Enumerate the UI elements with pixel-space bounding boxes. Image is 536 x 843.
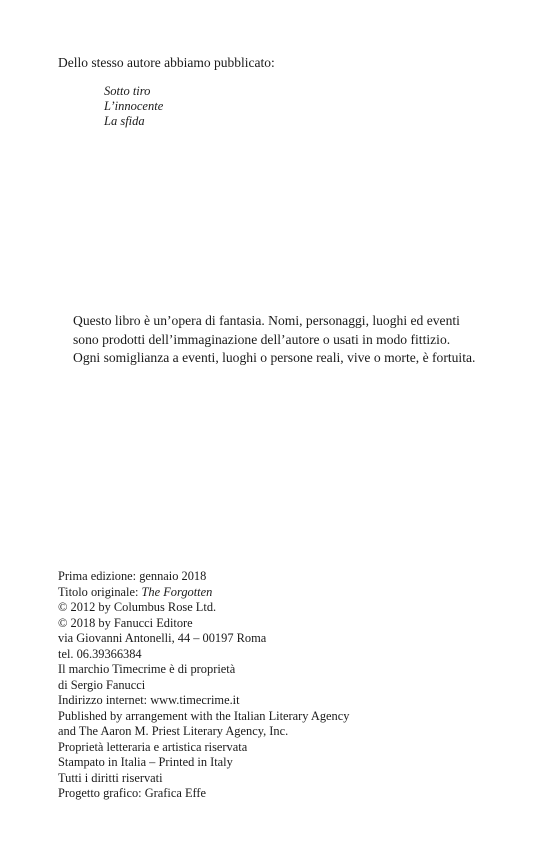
printed-line: Stampato in Italia – Printed in Italy: [58, 755, 233, 769]
disclaimer-line: Ogni somiglianza a eventi, luoghi o persone reali, vive o morte, è fortuita.: [73, 350, 476, 365]
disclaimer-line: sono prodotti dell’immaginazione dell’autore o usati in modo fittizio.: [73, 331, 451, 347]
first-edition: Prima edizione: gennaio 2018: [58, 569, 207, 583]
arrangement-line: and The Aaron M. Priest Literary Agency, Inc.: [58, 724, 289, 738]
all-rights-line: Tutti i diritti riservati: [58, 770, 163, 785]
disclaimer-line: Questo libro è un’opera di fantasia. Nomi, personaggi, luoghi ed eventi: [73, 313, 460, 328]
original-title: The Forgotten: [141, 584, 213, 599]
also-by-author-heading: Dello stesso autore abbiamo pubblicato:: [58, 55, 275, 70]
website-line: Indirizzo internet: www.timecrime.it: [58, 693, 240, 707]
book-title: L’innocente: [104, 99, 164, 113]
rights-line: Proprietà letteraria e artistica riservata: [58, 739, 248, 754]
copyright-original: © 2012 by Columbus Rose Ltd.: [58, 600, 217, 614]
fiction-disclaimer: [73, 312, 493, 368]
original-title-line: [58, 585, 349, 601]
original-title-label: Titolo originale:: [58, 584, 142, 599]
colophon: [58, 569, 349, 802]
book-title: La sfida: [104, 114, 145, 128]
copyright-edition: © 2018 by Fanucci Editore: [58, 615, 193, 630]
publisher-address: via Giovanni Antonelli, 44 – 00197 Roma: [58, 631, 267, 645]
book-title: Sotto tiro: [104, 84, 151, 98]
trademark-owner: di Sergio Fanucci: [58, 677, 146, 692]
book-list: [104, 84, 163, 129]
arrangement-line: Published by arrangement with the Italian Literary Agency: [58, 708, 350, 723]
trademark-line: Il marchio Timecrime è di proprietà: [58, 662, 236, 676]
publisher-phone: tel. 06.39366384: [58, 646, 142, 661]
design-credit: Progetto grafico: Grafica Effe: [58, 786, 207, 800]
